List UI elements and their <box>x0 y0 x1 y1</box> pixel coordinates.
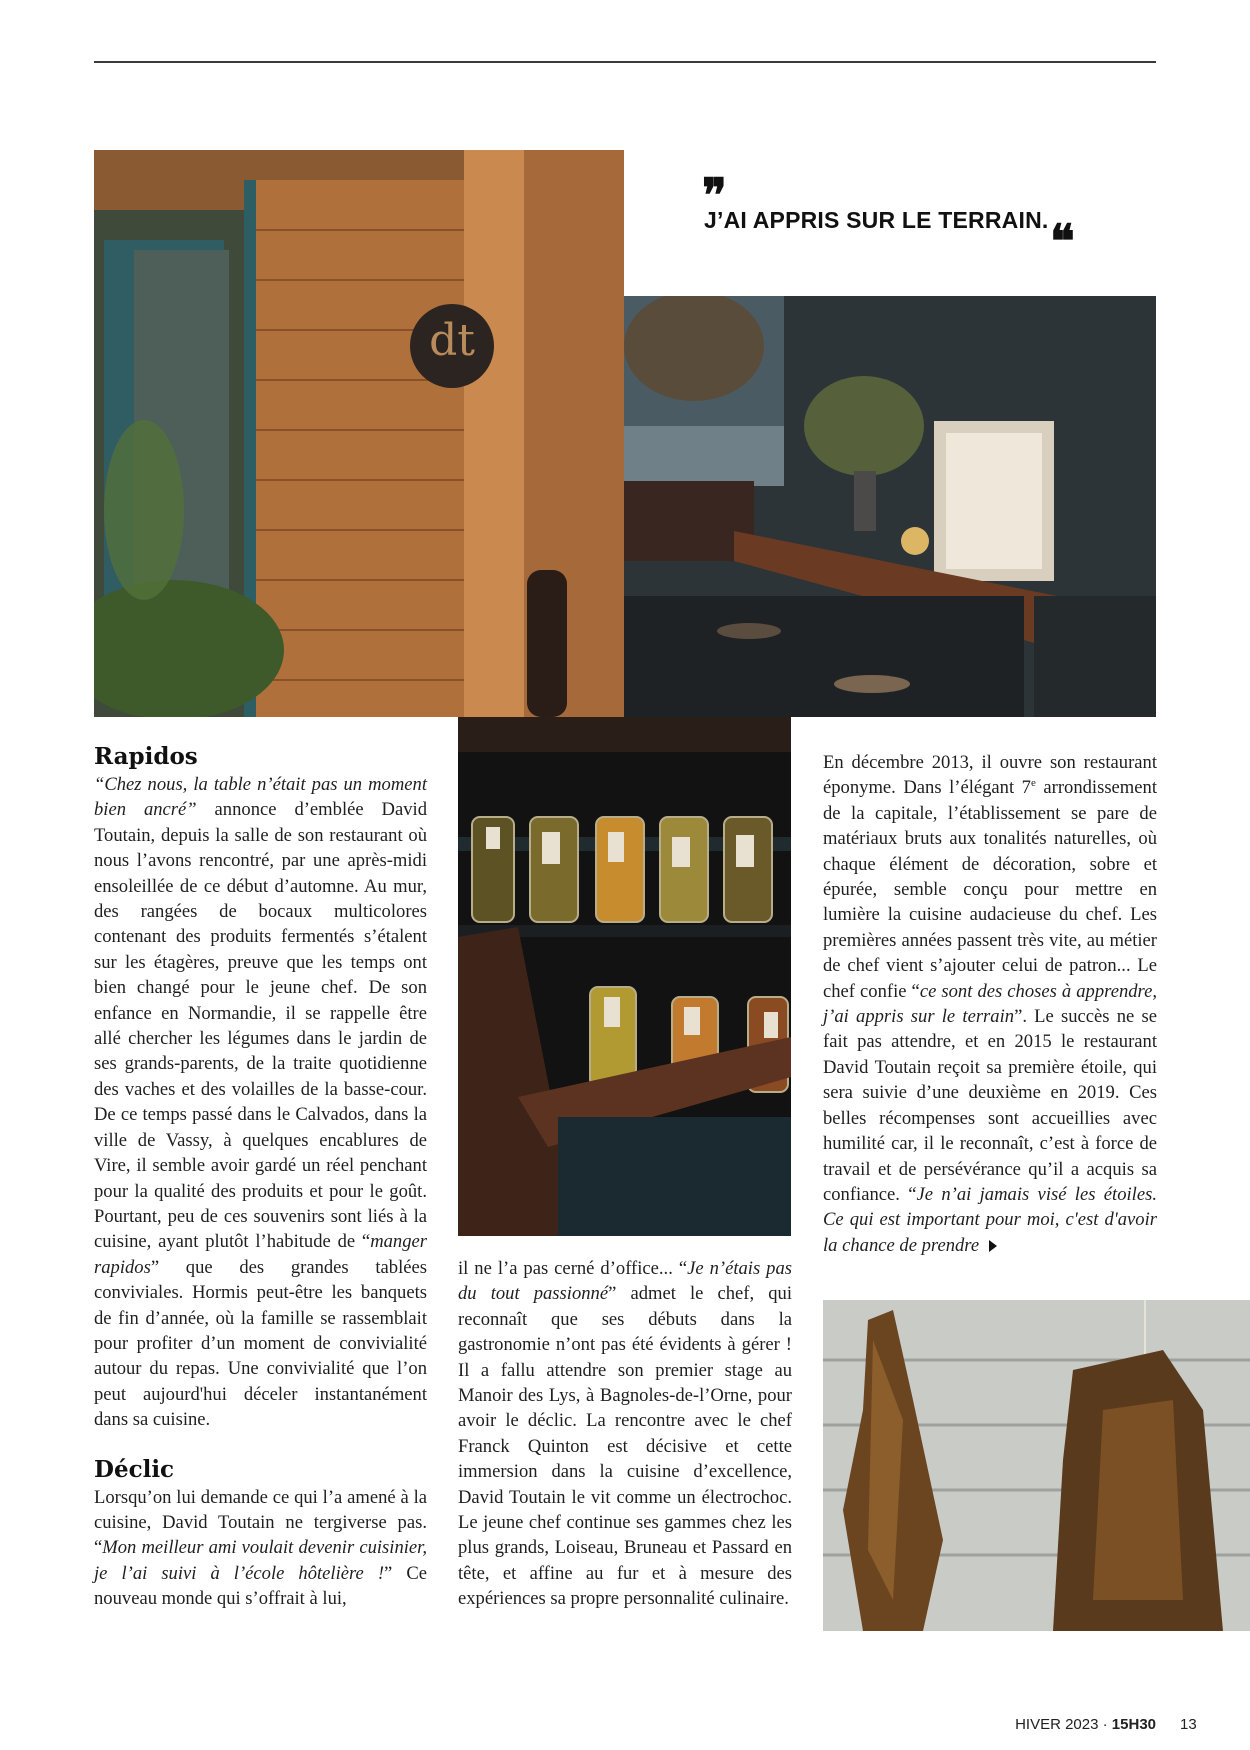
column-right <box>823 750 1157 1258</box>
body-text: En décembre 2013, il ouvre son restaurant éponyme. Dans l’élégant 7 <box>823 752 1157 799</box>
body-text: arrondissement de la capitale, l’établissement se pare de matériaux bruts aux tonalités naturelles, où chaque élément de décoration, sobre et épurée, semble conçu pour mettre en lumière la cuisine audacieuse du chef. Les premières années passent très vite, au métier de chef vient s’ajouter celui de patron... Le chef confie “ <box>823 777 1157 1002</box>
paragraph-rapidos <box>94 772 427 1433</box>
photo-dried-fish <box>823 1300 1250 1631</box>
body-text: ” Ce nouveau monde qui s’offrait à lui, <box>94 1562 427 1610</box>
quote-inline: manger rapidos <box>94 1231 427 1278</box>
page-number: 13 <box>1180 1716 1197 1733</box>
paragraph-right <box>823 750 1157 1258</box>
quote-inline: “Chez nous, la table n’était pas un moment bien ancré” <box>94 774 427 821</box>
photo-dining-room <box>624 296 1156 717</box>
paragraph-middle <box>458 1256 792 1612</box>
column-middle <box>458 1256 792 1612</box>
quote-inline: ce sont des choses à apprendre, j’ai appris sur le terrain <box>823 980 1157 1028</box>
superscript: e <box>1030 777 1036 790</box>
issue-season: HIVER 2023 · <box>1015 1716 1112 1733</box>
top-rule <box>94 61 1156 63</box>
open-quote-icon: ❞ <box>702 168 727 222</box>
section-heading-rapidos: Rapidos <box>94 743 198 770</box>
issue-label <box>1015 1716 1156 1733</box>
photo-restaurant-entrance <box>94 150 624 717</box>
body-text: il ne l’a pas cerné d’office... “ <box>458 1258 688 1279</box>
quote-inline: Je n’étais pas du tout passionné <box>458 1258 792 1305</box>
paragraph-declic <box>94 1485 427 1612</box>
body-text: ” admet le chef, qui reconnaît que ses débuts dans la gastronomie n’ont pas été évidents à gérer ! Il a fallu attendre son premier stage au Manoir des Lys, à Bagnoles-de-l’Orne, pour avoir le déclic. La rencontre avec le chef Franck Quinton est décisive et cette immersion dans la cuisine d’excellence, David Toutain le vit comme un électrochoc. Le jeune chef continue ses gammes chez les plus grands, Loiseau, Bruneau et Passard en tête, et affine au fur et à mesure des expériences sa propre personnalité culinaire. <box>458 1283 792 1610</box>
body-text: ”. Le succès ne se fait pas attendre, et en 2015 le restaurant David Toutain reçoit sa première étoile, qui sera suivie d’une deuxième en 2019. Ces belles récompenses sont accueillies avec humilité car, il le reconnaît, c’est à force de travail et de persévérance qu’il a acquis sa confiance. “ <box>823 1006 1158 1205</box>
pull-quote: J’AI APPRIS SUR LE TERRAIN. <box>704 207 1049 233</box>
body-text: ” que des grandes tablées conviviales. Hormis peut-être les banquets de fin d’année, où la famille se rassemblait pour profiter d’un moment de convivialité autour du repas. Une convivialité que l’on peut aujourd'hui déceler instantanément dans sa cuisine. <box>94 1256 427 1431</box>
quote-inline: Mon meilleur ami voulait devenir cuisinier, je l’ai suivi à l’école hôtelière ! <box>94 1537 427 1584</box>
magazine-name: 15H30 <box>1111 1716 1156 1733</box>
body-text: Lorsqu’on lui demande ce qui l’a amené à la cuisine, David Toutain ne tergiverse pas. “ <box>94 1486 427 1559</box>
column-left <box>94 742 427 1612</box>
close-quote-icon: ❝ <box>1050 214 1075 268</box>
section-heading-declic: Déclic <box>94 1455 175 1483</box>
dt-logo: dt <box>429 315 475 366</box>
body-text: annonce d’emblée David Toutain, depuis la salle de son restaurant où nous l’avons rencontré, par une après-midi ensoleillée de ce début d’automne. Au mur, des rangées de bocaux multicolores contenant des produits fermentés s’étalent sur les étagères, preuve que les temps ont bien changé pour le jeune chef. De son enfance en Normandie, il se rappelle être allé chercher les légumes dans le jardin de ses grands-parents, de la traite quotidienne des vaches et des volailles de la basse-cour. De ce temps passé dans le Calvados, dans la ville de Vassy, à quelques encablures de Vire, il semble avoir gardé un réel penchant pour la qualité des produits et pour le goût. Pourtant, peu de ces souvenirs sont liés à la cuisine, ayant plutôt l’habitude de “ <box>94 799 427 1253</box>
continue-arrow-icon <box>989 1240 997 1252</box>
photo-fermented-jars <box>458 717 791 1236</box>
quote-inline: Je n’ai jamais visé les étoiles. Ce qui est important pour moi, c'est d'avoir la chance de prendre <box>823 1183 1157 1256</box>
